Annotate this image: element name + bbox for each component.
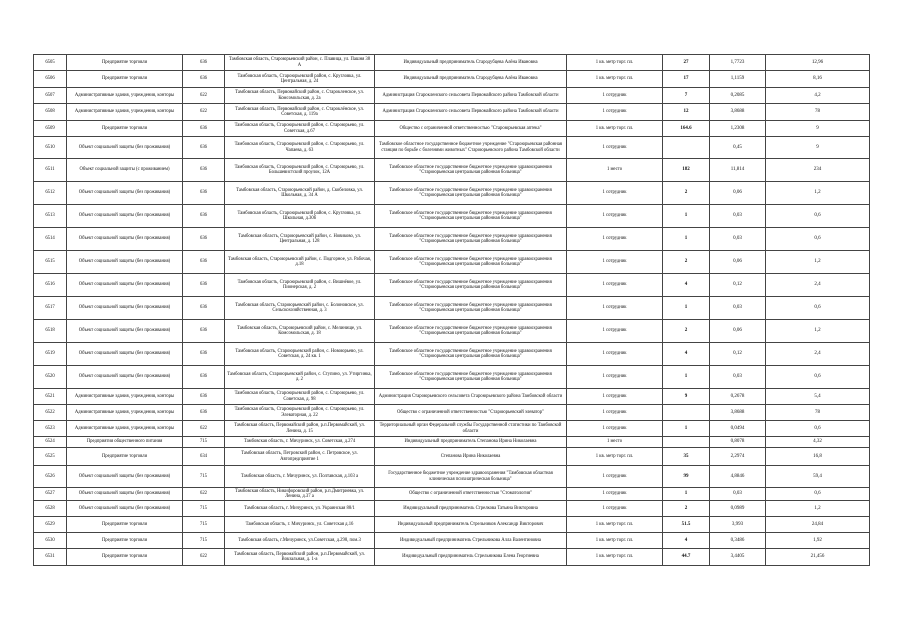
organization-name-cell: Тамбовское областное государственное бюджетное учреждение здравоохранения "Староюрьевская центральная районная больница" <box>375 228 567 251</box>
district-code-cell: 636 <box>183 228 225 251</box>
district-code-cell: 622 <box>183 421 225 437</box>
measure-unit-cell: 1 сотрудник <box>567 343 663 366</box>
object-type-cell: Предприятие торговли <box>67 71 183 88</box>
organization-name-cell: Тамбовское областное государственное бюджетное учреждение здравоохранения "Староюрьевская центральная районная больница" <box>375 182 567 205</box>
registry-table <box>33 54 870 566</box>
organization-name-cell: Тамбовское областное государственное бюджетное учреждение здравоохранения "Староюрьевская центральная районная больница" <box>375 320 567 343</box>
table-row <box>34 343 870 366</box>
row-number-cell: 6528 <box>34 501 67 517</box>
organization-name-cell: Индивидуальный предприниматель Стрелкова Татьяна Викторовна <box>375 501 567 517</box>
row-number-cell: 6517 <box>34 297 67 320</box>
quantity-cell: 4 <box>663 343 710 366</box>
quantity-cell: 51.5 <box>663 517 710 533</box>
object-address-cell: Тамбовская область, Староюрьевский район, д. Скобеловка, ул. Школьная, д. 34 А <box>225 182 375 205</box>
norm-value-cell: 9 <box>766 121 870 137</box>
district-code-cell: 622 <box>183 488 225 501</box>
norm-value-cell: 0,6 <box>766 488 870 501</box>
quantity-cell: 12 <box>663 104 710 121</box>
norm-value-cell: 59,4 <box>766 466 870 488</box>
district-code-cell: 715 <box>183 533 225 549</box>
quantity-cell: 7 <box>663 88 710 104</box>
organization-name-cell: Тамбовское областное государственное бюджетное учреждение здравоохранения "Староюрьевская центральная районная больница" <box>375 297 567 320</box>
measure-unit-cell: 1 кв. метр торг. пл. <box>567 55 663 71</box>
row-number-cell: 6508 <box>34 104 67 121</box>
volume-value-cell: 0,0989 <box>710 501 766 517</box>
measure-unit-cell: 1 сотрудник <box>567 488 663 501</box>
quantity-cell: 99 <box>663 466 710 488</box>
quantity-cell: 17 <box>663 71 710 88</box>
table-row <box>34 448 870 466</box>
quantity-cell: 182 <box>663 159 710 182</box>
object-address-cell: Тамбовская область, Староюрьевский район, с. Кругловка, ул. Центральная, д. 24 <box>225 71 375 88</box>
organization-name-cell: Тамбовское областное государственное бюджетное учреждение здравоохранения "Староюрьевская центральная районная больница" <box>375 251 567 274</box>
norm-value-cell: 0,6 <box>766 205 870 228</box>
quantity-cell: 1 <box>663 488 710 501</box>
measure-unit-cell: 1 сотрудник <box>567 389 663 405</box>
object-address-cell: Тамбовская область, Первомайский район, с. Староклёнское, ул. Советская, д. 119а <box>225 104 375 121</box>
district-code-cell: 636 <box>183 159 225 182</box>
norm-value-cell: 1,92 <box>766 533 870 549</box>
object-type-cell: Предприятие торговли <box>67 549 183 566</box>
row-number-cell: 6520 <box>34 366 67 389</box>
district-code-cell: 636 <box>183 366 225 389</box>
district-code-cell: 636 <box>183 55 225 71</box>
measure-unit-cell: 1 сотрудник <box>567 104 663 121</box>
organization-name-cell: Территориальный орган Федеральной службы Государственной статистики по Тамбовской области <box>375 421 567 437</box>
quantity-cell: 44.7 <box>663 549 710 566</box>
volume-value-cell: 0,06 <box>710 320 766 343</box>
organization-name-cell: Администрация Старокленского сельсовета Первомайского района Тамбовской области <box>375 104 567 121</box>
object-address-cell: Тамбовская область, Староюрьевский район, с. Новоюрьево, ул. Советская, д. 24 кв. 1 <box>225 343 375 366</box>
measure-unit-cell: 1 место <box>567 159 663 182</box>
norm-value-cell: 1,2 <box>766 501 870 517</box>
measure-unit-cell: 1 кв. метр торг. пл. <box>567 533 663 549</box>
row-number-cell: 6525 <box>34 448 67 466</box>
volume-value-cell: 0,06 <box>710 251 766 274</box>
volume-value-cell: 4,8846 <box>710 466 766 488</box>
quantity-cell: 1 <box>663 421 710 437</box>
volume-value-cell: 0,03 <box>710 205 766 228</box>
measure-unit-cell: 1 кв. метр торг. пл. <box>567 517 663 533</box>
quantity-cell: 2 <box>663 251 710 274</box>
quantity-cell: 164.6 <box>663 121 710 137</box>
quantity-cell: 2 <box>663 182 710 205</box>
object-address-cell: Тамбовская область, г. Мичуринск, ул. Полтавская, д.103 а <box>225 466 375 488</box>
measure-unit-cell: 1 сотрудник <box>567 421 663 437</box>
measure-unit-cell: 1 сотрудник <box>567 205 663 228</box>
row-number-cell: 6511 <box>34 159 67 182</box>
quantity-cell: 4 <box>663 533 710 549</box>
volume-value-cell: 0,2085 <box>710 88 766 104</box>
table-row <box>34 182 870 205</box>
norm-value-cell: 1,2 <box>766 182 870 205</box>
volume-value-cell: 0,0494 <box>710 421 766 437</box>
object-address-cell: Тамбовская область, Староюрьевский район, с. Староюрьево, ул. Элеваторная, д. 22 <box>225 405 375 421</box>
measure-unit-cell: 1 сотрудник <box>567 251 663 274</box>
norm-value-cell: 0,6 <box>766 228 870 251</box>
table-row <box>34 121 870 137</box>
table-row <box>34 437 870 448</box>
norm-value-cell: 1,2 <box>766 320 870 343</box>
district-code-cell: 636 <box>183 389 225 405</box>
norm-value-cell: 21,456 <box>766 549 870 566</box>
district-code-cell: 622 <box>183 549 225 566</box>
table-row <box>34 405 870 421</box>
object-type-cell: Предприятие торговли <box>67 55 183 71</box>
object-address-cell: Тамбовская область, Староюрьевский район, с. Староюрьево, ул. Большевистский проулок, 12А <box>225 159 375 182</box>
row-number-cell: 6512 <box>34 182 67 205</box>
object-type-cell: Объект социальной защиты (без проживания) <box>67 343 183 366</box>
row-number-cell: 6506 <box>34 71 67 88</box>
norm-value-cell: 2,4 <box>766 274 870 297</box>
table-row <box>34 274 870 297</box>
row-number-cell: 6510 <box>34 137 67 159</box>
organization-name-cell: Администрация Староюрьевского сельсовета Староюрьевского района Тамбовской области <box>375 389 567 405</box>
measure-unit-cell: 1 сотрудник <box>567 366 663 389</box>
object-type-cell: Объект социальной защиты (без проживания) <box>67 366 183 389</box>
quantity-cell: 2 <box>663 501 710 517</box>
volume-value-cell: 11,814 <box>710 159 766 182</box>
district-code-cell: 715 <box>183 466 225 488</box>
table-row <box>34 159 870 182</box>
organization-name-cell: Общество с ограниченной ответственностью "Стоматология" <box>375 488 567 501</box>
organization-name-cell: Индивидуальный предприниматель Стрельников Александр Викторович <box>375 517 567 533</box>
district-code-cell: 636 <box>183 71 225 88</box>
object-address-cell: Тамбовская область, Староюрьевский район, с. Вишнёвое, ул. Пионерская, д. 2 <box>225 274 375 297</box>
organization-name-cell: Общество с ограниченной ответственностью "Староюрьевский элеватор" <box>375 405 567 421</box>
norm-value-cell: 2,4 <box>766 343 870 366</box>
norm-value-cell: 4,2 <box>766 88 870 104</box>
object-address-cell: Тамбовская область, г. Мичуринск, ул. Украинская 88/1 <box>225 501 375 517</box>
object-type-cell: Объект социальной защиты (без проживания) <box>67 320 183 343</box>
district-code-cell: 636 <box>183 182 225 205</box>
table-row <box>34 55 870 71</box>
district-code-cell: 622 <box>183 104 225 121</box>
row-number-cell: 6530 <box>34 533 67 549</box>
row-number-cell: 6531 <box>34 549 67 566</box>
table-row <box>34 320 870 343</box>
volume-value-cell: 1,1159 <box>710 71 766 88</box>
measure-unit-cell: 1 сотрудник <box>567 137 663 159</box>
norm-value-cell: 8,16 <box>766 71 870 88</box>
object-type-cell: Объект социальной защиты (без проживания) <box>67 488 183 501</box>
object-type-cell: Предприятия общественного питания <box>67 437 183 448</box>
row-number-cell: 6526 <box>34 466 67 488</box>
quantity-cell: 1 <box>663 366 710 389</box>
object-type-cell: Объект социальной защиты (без проживания) <box>67 297 183 320</box>
object-address-cell: Тамбовская область, Староюрьевский район, с. Мелинище, ул. Комсомольская, д. 18 <box>225 320 375 343</box>
registry-sheet <box>33 54 870 566</box>
object-type-cell: Предприятие торговли <box>67 517 183 533</box>
organization-name-cell: Тамбовское областное государственное бюджетное учреждение здравоохранения "Староюрьевская центральная районная больница" <box>375 159 567 182</box>
table-row <box>34 501 870 517</box>
object-type-cell: Объект социальной защиты (без проживания) <box>67 274 183 297</box>
quantity-cell: 27 <box>663 55 710 71</box>
table-row <box>34 366 870 389</box>
row-number-cell: 6507 <box>34 88 67 104</box>
object-type-cell: Объект социальной защиты (без проживания) <box>67 137 183 159</box>
row-number-cell: 6515 <box>34 251 67 274</box>
object-address-cell: Тамбовская область, г. Мичуринск, ул. Советская, д.274 <box>225 437 375 448</box>
norm-value-cell: 12,96 <box>766 55 870 71</box>
organization-name-cell: Индивидуальный предприниматель Стародубцева Алёна Ивановна <box>375 55 567 71</box>
table-row <box>34 205 870 228</box>
volume-value-cell: 0,2678 <box>710 389 766 405</box>
table-row <box>34 533 870 549</box>
row-number-cell: 6522 <box>34 405 67 421</box>
object-address-cell: Тамбовская область, Староюрьевский район, с. Староюрьево, ул. Чапаева, д. 63 <box>225 137 375 159</box>
table-row <box>34 137 870 159</box>
table-row <box>34 517 870 533</box>
volume-value-cell: 3,8688 <box>710 104 766 121</box>
table-row <box>34 71 870 88</box>
measure-unit-cell: 1 кв. метр торг. пл. <box>567 448 663 466</box>
norm-value-cell: 0,6 <box>766 297 870 320</box>
quantity-cell: 1 <box>663 205 710 228</box>
district-code-cell: 636 <box>183 274 225 297</box>
norm-value-cell: 0,6 <box>766 366 870 389</box>
volume-value-cell: 1,2308 <box>710 121 766 137</box>
object-type-cell: Административные здания, учреждения, конторы <box>67 104 183 121</box>
object-address-cell: Тамбовская область, Староюрьевский район, с. Подгорное, ул. Рабочая, д.18 <box>225 251 375 274</box>
table-row <box>34 549 870 566</box>
measure-unit-cell: 1 сотрудник <box>567 182 663 205</box>
district-code-cell: 634 <box>183 448 225 466</box>
row-number-cell: 6519 <box>34 343 67 366</box>
measure-unit-cell: 1 сотрудник <box>567 274 663 297</box>
norm-value-cell: 4,32 <box>766 437 870 448</box>
object-type-cell: Объект социальной защиты (без проживания) <box>67 205 183 228</box>
volume-value-cell: 3,8688 <box>710 405 766 421</box>
object-type-cell: Объект социальной защиты (без проживания) <box>67 251 183 274</box>
district-code-cell: 715 <box>183 501 225 517</box>
quantity-cell: 1 <box>663 228 710 251</box>
norm-value-cell: 9 <box>766 137 870 159</box>
measure-unit-cell: 1 место <box>567 437 663 448</box>
volume-value-cell: 0,3486 <box>710 533 766 549</box>
object-address-cell: Тамбовская область, Никифоровский район, р.п.Дмитриевка, ул. Ленина, д.37 а <box>225 488 375 501</box>
object-type-cell: Административные здания, учреждения, конторы <box>67 88 183 104</box>
row-number-cell: 6529 <box>34 517 67 533</box>
row-number-cell: 6505 <box>34 55 67 71</box>
volume-value-cell: 0,8078 <box>710 437 766 448</box>
row-number-cell: 6527 <box>34 488 67 501</box>
object-type-cell: Объект социальной защиты (без проживания) <box>67 466 183 488</box>
object-type-cell: Объект социальной защиты (с проживанием) <box>67 159 183 182</box>
object-address-cell: Тамбовская область, г. Мичуринск, ул. Советская д.16 <box>225 517 375 533</box>
district-code-cell: 636 <box>183 343 225 366</box>
object-type-cell: Административные здания, учреждения, конторы <box>67 405 183 421</box>
row-number-cell: 6514 <box>34 228 67 251</box>
district-code-cell: 636 <box>183 121 225 137</box>
measure-unit-cell: 1 сотрудник <box>567 466 663 488</box>
volume-value-cell: 0,03 <box>710 297 766 320</box>
measure-unit-cell: 1 кв. метр торг. пл. <box>567 71 663 88</box>
organization-name-cell: Индивидуальный предприниматель Стрельникова Алла Валентиновна <box>375 533 567 549</box>
table-row <box>34 104 870 121</box>
organization-name-cell: Общество с ограниченной ответственностью "Староюрьевская аптека" <box>375 121 567 137</box>
volume-value-cell: 0,45 <box>710 137 766 159</box>
object-type-cell: Предприятие торговли <box>67 121 183 137</box>
quantity-cell: 35 <box>663 448 710 466</box>
organization-name-cell: Индивидуальный предприниматель Стрельникова Елена Георгиевна <box>375 549 567 566</box>
district-code-cell: 715 <box>183 437 225 448</box>
object-type-cell: Предприятие торговли <box>67 448 183 466</box>
organization-name-cell: Тамбовское областное государственное бюджетное учреждение здравоохранения "Староюрьевская центральная районная больница" <box>375 274 567 297</box>
row-number-cell: 6523 <box>34 421 67 437</box>
object-address-cell: Тамбовская область, Первомайский район, р.п.Первомайский, ул. Вокзальная, д. 1-а <box>225 549 375 566</box>
measure-unit-cell: 1 сотрудник <box>567 297 663 320</box>
volume-value-cell: 3,993 <box>710 517 766 533</box>
object-address-cell: Тамбовская область, Староюрьевский район, с. Староюрьево, ул. Советская, д. 98 <box>225 389 375 405</box>
measure-unit-cell: 1 сотрудник <box>567 320 663 343</box>
object-address-cell: Тамбовская область, Староюрьевский район, с. Кругловка, ул. Школьная, д.30б <box>225 205 375 228</box>
object-address-cell: Тамбовская область, Староюрьевский район, с. Болоновское, ул. Сельскохозяйственная, д. 3 <box>225 297 375 320</box>
district-code-cell: 636 <box>183 205 225 228</box>
quantity-cell <box>663 405 710 421</box>
organization-name-cell: Тамбовское областное государственное бюджетное учреждение здравоохранения "Староюрьевская центральная районная больница" <box>375 366 567 389</box>
measure-unit-cell: 1 сотрудник <box>567 88 663 104</box>
volume-value-cell: 0,03 <box>710 228 766 251</box>
measure-unit-cell: 1 кв. метр торг. пл. <box>567 121 663 137</box>
norm-value-cell: 234 <box>766 159 870 182</box>
district-code-cell: 636 <box>183 320 225 343</box>
organization-name-cell: Индивидуальный предприниматель Степанова Ирина Николаевна <box>375 437 567 448</box>
district-code-cell: 636 <box>183 137 225 159</box>
table-row <box>34 228 870 251</box>
object-address-cell: Тамбовская область, Староюрьевский район, с. Ступино, ул. Утиргинка, д. 2 <box>225 366 375 389</box>
district-code-cell: 636 <box>183 251 225 274</box>
organization-name-cell: Степанова Ирина Николаевна <box>375 448 567 466</box>
organization-name-cell: Индивидуальный предприниматель Стародубцева Алёна Ивановна <box>375 71 567 88</box>
quantity-cell: 9 <box>663 389 710 405</box>
quantity-cell: 2 <box>663 320 710 343</box>
district-code-cell: 636 <box>183 405 225 421</box>
norm-value-cell: 0,6 <box>766 421 870 437</box>
object-address-cell: Тамбовская область, Первомайский район, р.п.Первомайский, ул. Ленина, д. 15 <box>225 421 375 437</box>
object-address-cell: Тамбовская область, Первомайский район, с. Старокленское, ул. Комсомольская, д. 2а <box>225 88 375 104</box>
measure-unit-cell: 1 сотрудник <box>567 405 663 421</box>
object-address-cell: Тамбовская область, Староюрьевский район, с. Плавица, ул. Пашня 38 А <box>225 55 375 71</box>
row-number-cell: 6509 <box>34 121 67 137</box>
measure-unit-cell: 1 сотрудник <box>567 228 663 251</box>
table-row <box>34 389 870 405</box>
table-row <box>34 466 870 488</box>
organization-name-cell: Тамбовское областное государственное бюджетное учреждение "Староюрьевская районная станция по борьбе с болезнями животных" Староюрьевского района Тамбовской области <box>375 137 567 159</box>
volume-value-cell: 2,2974 <box>710 448 766 466</box>
norm-value-cell: 24,84 <box>766 517 870 533</box>
organization-name-cell: Тамбовское областное государственное бюджетное учреждение здравоохранения "Староюрьевская центральная районная больница" <box>375 343 567 366</box>
volume-value-cell: 0,03 <box>710 488 766 501</box>
object-type-cell: Объект социальной защиты (без проживания) <box>67 182 183 205</box>
quantity-cell: 4 <box>663 274 710 297</box>
row-number-cell: 6521 <box>34 389 67 405</box>
norm-value-cell: 78 <box>766 405 870 421</box>
volume-value-cell: 3,4405 <box>710 549 766 566</box>
table-row <box>34 297 870 320</box>
table-row <box>34 251 870 274</box>
norm-value-cell: 5,4 <box>766 389 870 405</box>
quantity-cell <box>663 137 710 159</box>
object-address-cell: Тамбовская область, г.Мичуринск, ул.Советская, д.298, пом.3 <box>225 533 375 549</box>
measure-unit-cell: 1 кв. метр торг. пл. <box>567 549 663 566</box>
volume-value-cell: 0,06 <box>710 182 766 205</box>
district-code-cell: 636 <box>183 297 225 320</box>
row-number-cell: 6516 <box>34 274 67 297</box>
volume-value-cell: 0,12 <box>710 274 766 297</box>
volume-value-cell: 0,03 <box>710 366 766 389</box>
row-number-cell: 6513 <box>34 205 67 228</box>
object-type-cell: Административные здания, учреждения, конторы <box>67 389 183 405</box>
row-number-cell: 6524 <box>34 437 67 448</box>
object-type-cell: Объект социальной защиты (без проживания) <box>67 501 183 517</box>
object-type-cell: Объект социальной защиты (без проживания) <box>67 228 183 251</box>
district-code-cell: 715 <box>183 517 225 533</box>
table-row <box>34 488 870 501</box>
norm-value-cell: 78 <box>766 104 870 121</box>
organization-name-cell: Государственное бюджетное учреждение здравоохранения "Тамбовская областная клиническая психиатрическая больница" <box>375 466 567 488</box>
organization-name-cell: Администрация Старокленского сельсовета Первомайского района Тамбовской области <box>375 88 567 104</box>
measure-unit-cell: 1 сотрудник <box>567 501 663 517</box>
object-address-cell: Тамбовская область, Староюрьевский район, с. Новиково, ул. Центральная, д. 128 <box>225 228 375 251</box>
volume-value-cell: 0,12 <box>710 343 766 366</box>
organization-name-cell: Тамбовское областное государственное бюджетное учреждение здравоохранения "Староюрьевская центральная районная больница" <box>375 205 567 228</box>
district-code-cell: 622 <box>183 88 225 104</box>
table-row <box>34 421 870 437</box>
quantity-cell <box>663 437 710 448</box>
row-number-cell: 6518 <box>34 320 67 343</box>
object-type-cell: Административные здания, учреждения, конторы <box>67 421 183 437</box>
norm-value-cell: 1,2 <box>766 251 870 274</box>
volume-value-cell: 1,7723 <box>710 55 766 71</box>
table-row <box>34 88 870 104</box>
norm-value-cell: 16,8 <box>766 448 870 466</box>
object-address-cell: Тамбовская область, Староюрьевский район, с. Староюрьево, ул. Советская, д.67 <box>225 121 375 137</box>
quantity-cell: 1 <box>663 297 710 320</box>
object-address-cell: Тамбовская область, Петровский район, с. Петровское, ул. Автопредприятие 1 <box>225 448 375 466</box>
object-type-cell: Предприятие торговли <box>67 533 183 549</box>
